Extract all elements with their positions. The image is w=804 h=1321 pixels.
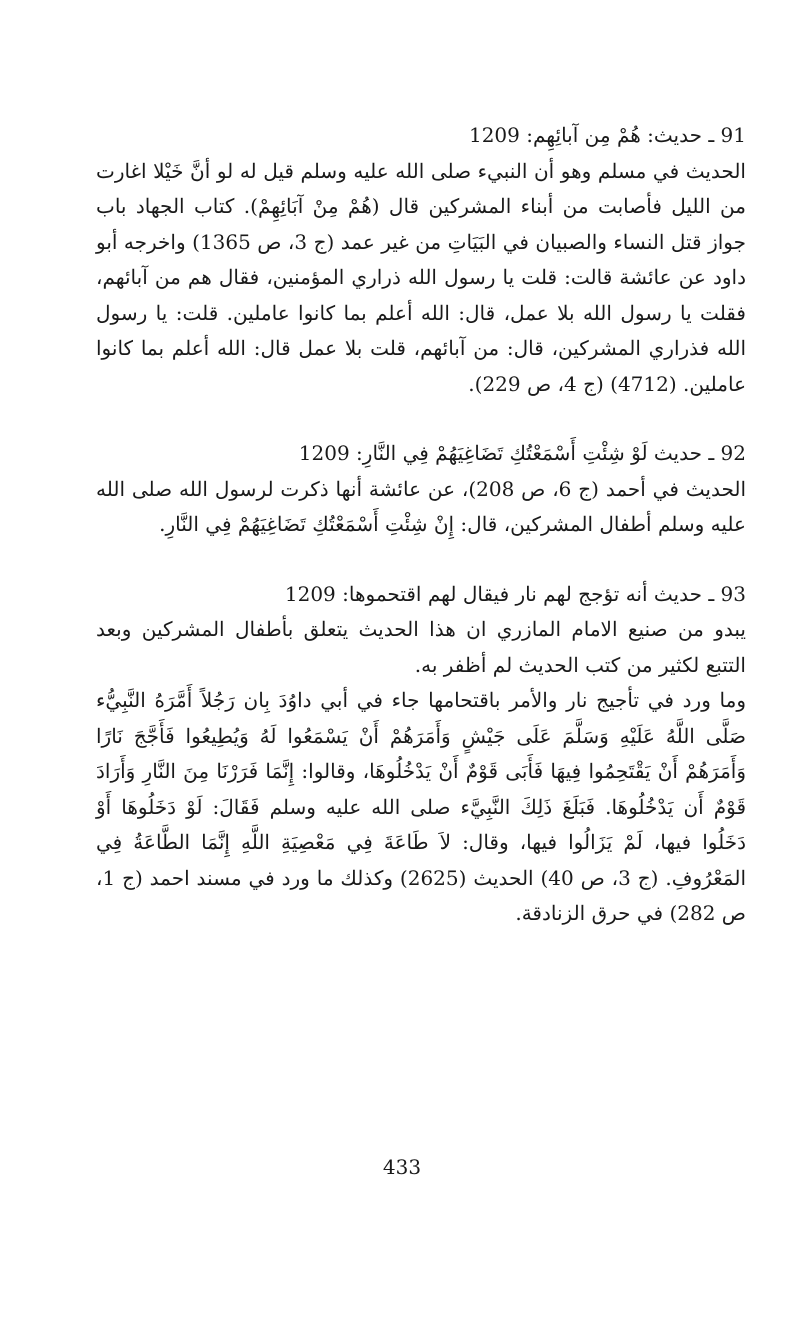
section-heading: 92 ـ حديث لَوْ شِئْتِ أَسْمَعْتُكِ تَضَاغِيَهُمْ فِي النَّارِ: 1209 [298,441,746,465]
hadith-section-93 [96,577,746,932]
paragraph: الحديث في أحمد (ج 6، ص 208)، عن عائشة أنها ذكرت لرسول الله صلى الله عليه وسلم أطفال المشركين، قال: إِنْ شِئْتِ أَسْمَعْتُكِ تَضَاغِيَهُمْ فِي النَّارِ. [96,476,747,536]
section-heading: 93 ـ حديث أنه تؤجج لهم نار فيقال لهم اقتحموها: 1209 [284,581,746,606]
page-number: 433 [382,1155,422,1179]
hadith-section-92 [96,436,746,543]
paragraph: الحديث في مسلم وهو أن النبيء صلى الله عليه وسلم قيل له لو أنَّ خَيْلا اغارت من الليل فأصابت من أبناء المشركين قال (هُمْ مِنْ آبَائِهِمْ). كتاب الجهاد باب جواز قتل النساء والصبيان في البَيَاتِ من غير عمد (ج 3، ص 1365) واخرجه أبو داود عن عائشة قالت: قلت يا رسول الله ذراري المؤمنين، فقال هم من آبائهم، فقلت يا رسول الله بلا عمل، قال: الله أعلم بما كانوا عاملين. قلت: يا رسول الله فذراري المشركين، قال: من آبائهم، قلت بلا عمل قال: الله أعلم بما كانوا عاملين. (4712) (ج 4، ص 229). [96,158,746,396]
paragraph: وما ورد في تأجيج نار والأمر باقتحامها جاء في أبي داوُدَ بِان رَجُلاً أَمَّرَهُ النَّبِيُّء صَلَّى اللَّهُ عَلَيْهِ وَسَلَّمَ عَلَى جَيْشٍ وَأَمَرَهُمْ أَنْ يَسْمَعُوا لَهُ وَيُطِيعُوا فَأَجَّجَ نَارًا وَأَمَرَهُمْ أَنْ يَقْتَحِمُوا فِيهَا فَأَبَى قَوْمٌ أَنْ يَدْخُلُوهَا، وقالوا: إِنَّمَا فَرَرْنَا مِنَ النَّارِ وَأَرَادَ قَوْمٌ أَن يَدْخُلُوهَا. فَبَلَغَ ذَلِكَ النَّبِيَّء صلى الله عليه وسلم فَقَالَ: لَوْ دَخَلُوهَا أَوْ دَخَلُوا فيها، لَمْ يَزَالُوا فيها، وقال: لاَ طَاعَةَ فِي مَعْصِيَةِ اللَّهِ إِنَّمَا الطَّاعَةُ فِي المَعْرُوفِ. (ج 3، ص 40) الحديث (2625) وكذلك ما ورد في مسند احمد (ج 1، ص 282) في حرق الزنادقة. [96,688,746,925]
section-heading: 91 ـ حديث: هُمْ مِن آبائِهِم: 1209 [468,123,746,147]
page-text [96,118,746,932]
paragraph: يبدو من صنيع الامام المازري ان هذا الحديث يتعلق بأطفال المشركين وبعد التتبع لكثير من كتب الحديث لم أظفر به. [96,617,746,677]
hadith-section-91 [96,118,746,402]
